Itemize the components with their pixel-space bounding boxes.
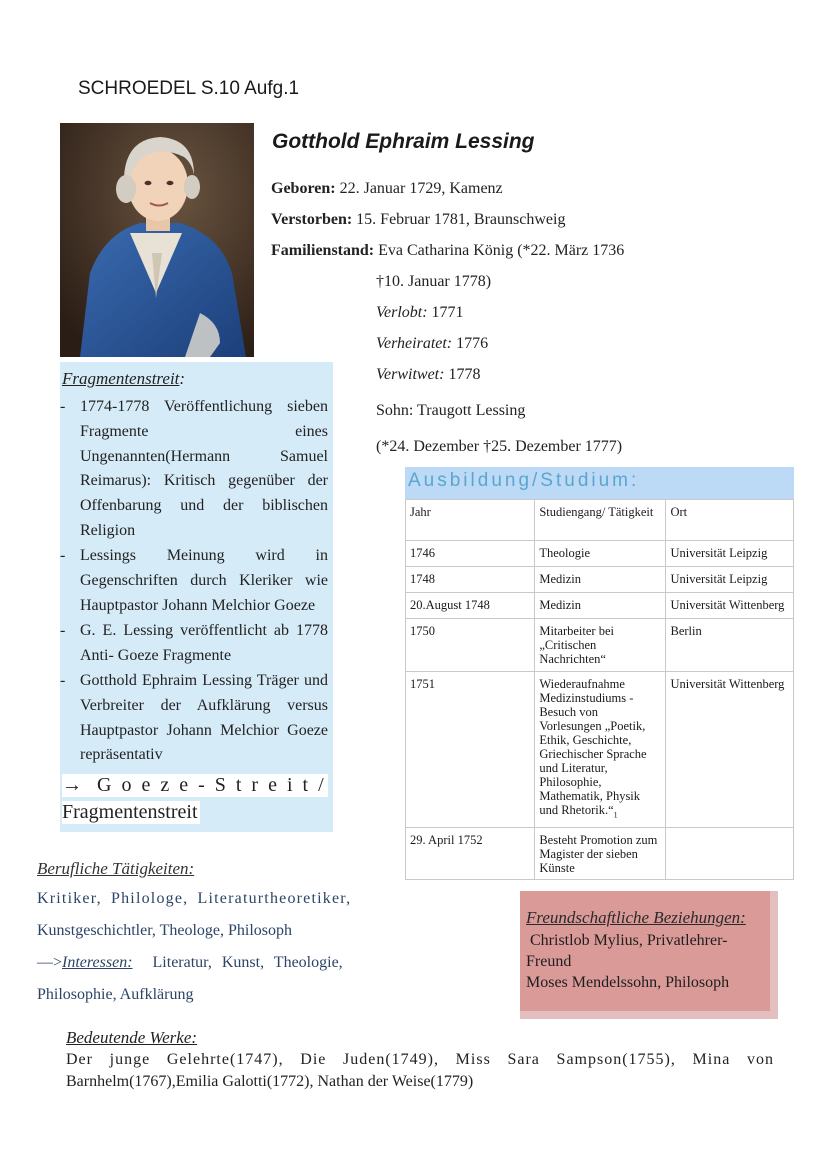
born-label: Geboren: <box>271 180 336 197</box>
interests-values: Literatur, Kunst, Theologie, <box>152 954 343 971</box>
fragment-item-text: Gotthold Ephraim Lessing Träger und Verbreiter der Aufklärung versus Hauptpastor Johann Melchior Goeze repräsentativ <box>80 672 328 764</box>
ausbildung-table <box>405 499 794 880</box>
family-line <box>271 242 624 260</box>
freundschaft-title: Freundschaftliche Beziehungen: <box>526 908 746 927</box>
table-row <box>406 541 794 567</box>
table-cell: 1748 <box>406 567 535 593</box>
widowed-value: 1778 <box>448 366 481 383</box>
ausbildung-title: Ausbildung/Studium: <box>408 470 640 491</box>
fragmentenstreit-title <box>62 369 185 389</box>
table-cell: Berlin <box>666 619 794 672</box>
table-cell: 20.August 1748 <box>406 593 535 619</box>
family-label: Familienstand: <box>271 242 375 259</box>
table-cell <box>535 672 666 828</box>
page-header: SCHROEDEL S.10 Aufg.1 <box>78 78 300 99</box>
freundschaft-line-2: Freund <box>526 953 572 970</box>
beruf-line-2: Kunstgeschichtler, Theologe, Philosoph <box>37 922 293 939</box>
table-cell: Universität Wittenberg <box>666 672 794 828</box>
married-value: 1776 <box>456 335 489 352</box>
fragment-item <box>60 395 328 544</box>
werke-line-1: Der junge Gelehrte(1747), Die Juden(1749), Miss Sara Sampson(1755), Mina von <box>66 1051 774 1068</box>
fragment-item-text: 1774-1778 Veröffentlichung sieben Fragmente eines Ungenannten(Hermann Samuel Reimarus): Kritisch gegenüber der Offenbarung und der biblischen Religion <box>80 398 328 539</box>
family-value-2: †10. Januar 1778) <box>376 273 492 290</box>
table-row <box>406 619 794 672</box>
fragmentenstreit-title-text: Fragmentenstreit <box>62 369 180 388</box>
married-line <box>376 335 488 353</box>
bullet-dash: - <box>60 622 66 639</box>
table-cell: 29. April 1752 <box>406 827 535 879</box>
werke-line-2: Barnhelm(1767),Emilia Galotti(1772), Nathan der Weise(1779) <box>66 1073 474 1090</box>
table-row <box>406 672 794 828</box>
table-cell: Universität Leipzig <box>666 567 794 593</box>
person-name: Gotthold Ephraim Lessing <box>272 130 535 153</box>
table-row <box>406 827 794 879</box>
died-line <box>271 211 565 229</box>
werke-text <box>66 1049 774 1093</box>
bullet-dash: - <box>60 672 66 689</box>
died-label: Verstorben: <box>271 211 353 228</box>
table-cell: Medizin <box>535 567 666 593</box>
table-header-row <box>406 500 794 541</box>
fragment-item <box>60 544 328 618</box>
fragment-item <box>60 619 328 669</box>
conclusion-text-1: Goeze-Streit/ <box>97 774 334 796</box>
table-cell: 1746 <box>406 541 535 567</box>
interests-label: Interessen: <box>62 954 133 971</box>
fragment-item-text: Lessings Meinung wird in Gegenschriften durch Kleriker wie Hauptpastor Johann Melchior Goeze <box>80 547 328 614</box>
column-header-studiengang: Studiengang/ Tätigkeit <box>535 500 666 541</box>
table-cell: Medizin <box>535 593 666 619</box>
married-label: Verheiratet: <box>376 335 453 352</box>
freundschaft-line-3: Moses Mendelssohn, Philosoph <box>526 974 730 991</box>
table-cell: Besteht Promotion zum Magister der sieben Künste <box>535 827 666 879</box>
widowed-line <box>376 366 480 384</box>
fragment-item-text: G. E. Lessing veröffentlicht ab 1778 Anti- Goeze Fragmente <box>80 622 328 664</box>
footnote-marker: 1 <box>613 810 618 820</box>
column-header-jahr: Jahr <box>406 500 535 541</box>
interests-line <box>37 954 343 972</box>
bullet-dash: - <box>60 398 66 415</box>
interests-line-2: Philosophie, Aufklärung <box>37 986 194 1003</box>
son-line: Sohn: Traugott Lessing <box>376 402 526 419</box>
werke-title: Bedeutende Werke: <box>66 1028 198 1047</box>
arrow-right-icon: → <box>62 774 82 796</box>
died-value: 15. Februar 1781, Braunschweig <box>356 211 566 228</box>
son-dates: (*24. Dezember †25. Dezember 1777) <box>376 438 623 455</box>
table-cell: Universität Leipzig <box>666 541 794 567</box>
born-value: 22. Januar 1729, Kamenz <box>339 180 503 197</box>
table-cell: Theologie <box>535 541 666 567</box>
beruf-line-1: Kritiker, Philologe, Literaturtheoretiker, <box>37 890 352 907</box>
widowed-label: Verwitwet: <box>376 366 445 383</box>
table-cell: Mitarbeiter bei „Critischen Nachrichten“ <box>535 619 666 672</box>
table-cell: 1751 <box>406 672 535 828</box>
engaged-value: 1771 <box>431 304 464 321</box>
conclusion-line-1 <box>62 774 334 797</box>
freundschaft-line-1: Christlob Mylius, Privatlehrer- <box>530 932 728 949</box>
bullet-dash: - <box>60 547 66 564</box>
column-header-ort: Ort <box>666 500 794 541</box>
table-cell <box>666 827 794 879</box>
fragment-item <box>60 669 328 768</box>
fragmentenstreit-title-colon: : <box>179 369 186 388</box>
table-row <box>406 593 794 619</box>
table-cell: Universität Wittenberg <box>666 593 794 619</box>
portrait-image <box>60 123 254 357</box>
table-row <box>406 567 794 593</box>
engaged-line <box>376 304 464 322</box>
table-cell: 1750 <box>406 619 535 672</box>
conclusion-text-2: Fragmentenstreit <box>62 801 198 823</box>
born-line <box>271 180 503 198</box>
table-cell-text: Wiederaufnahme Medizinstudiums -Besuch von Vorlesungen „Poetik, Ethik, Geschichte, Griechischer Sprache und Literatur, Philosophie, Mathematik, Physik und Rhetorik.“ <box>539 677 647 817</box>
arrow-icon: —> <box>37 954 63 971</box>
engaged-label: Verlobt: <box>376 304 428 321</box>
beruf-title: Berufliche Tätigkeiten: <box>37 859 195 878</box>
family-value: Eva Catharina König (*22. März 1736 <box>378 242 625 259</box>
